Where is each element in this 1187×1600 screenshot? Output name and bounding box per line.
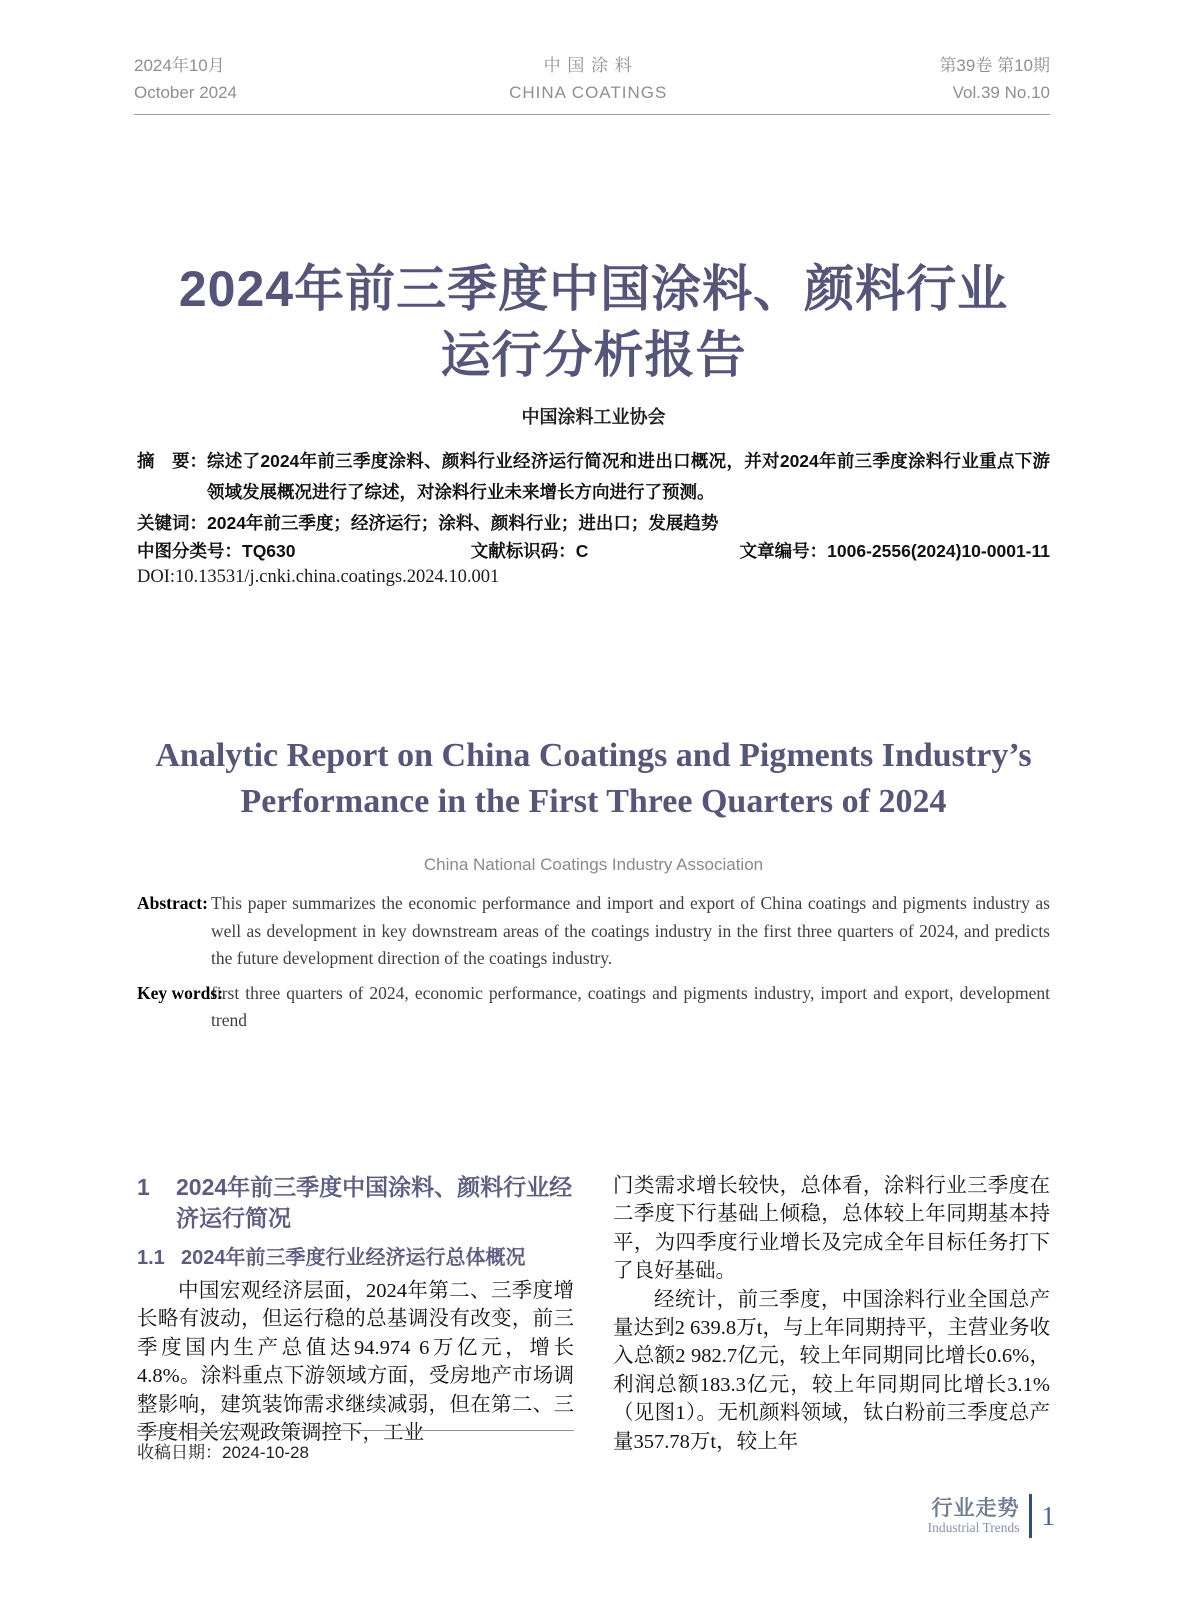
article-title-cn: [0, 256, 1187, 388]
section-heading-1-number: 1: [137, 1174, 150, 1200]
abstract-cn-label: 摘 要：: [137, 451, 207, 471]
article-title-cn-line2: 运行分析报告: [440, 327, 747, 383]
header-issue-date: [134, 52, 237, 106]
clc-value: TQ630: [242, 541, 296, 561]
article-id-value: 1006-2556(2024)10-0001-11: [827, 541, 1050, 561]
header-volume-en: Vol.39 No.10: [952, 83, 1050, 102]
author-cn: 中国涂料工业协会: [521, 407, 666, 427]
header-journal-en: CHINA COATINGS: [509, 83, 668, 102]
footer-section-cn: 行业走势: [931, 1496, 1020, 1520]
section-heading-1-text: 2024年前三季度中国涂料、颜料行业经济运行简况: [176, 1174, 573, 1231]
article-title-cn-line1: 2024年前三季度中国涂料、颜料行业: [178, 261, 1009, 317]
abstract-block-cn: [137, 446, 1050, 539]
header-volume-issue: [939, 52, 1050, 106]
page-number: 1: [1041, 1500, 1055, 1531]
article-title-en-line2: Performance in the First Three Quarters of 2024: [240, 783, 947, 820]
author-en: China National Coatings Industry Association: [423, 855, 764, 874]
abstract-en-label: Abstract:: [137, 893, 208, 913]
abstract-cn: [137, 446, 1050, 508]
article-title-en-line1: Analytic Report on China Coatings and Pigments Industry’s: [155, 737, 1032, 774]
section-heading-1: [137, 1172, 574, 1234]
section-heading-1-1-text: 2024年前三季度行业经济运行总体概况: [181, 1247, 526, 1269]
abstract-en-text: This paper summarizes the economic performance and import and export of China coatings and pigments industry as well as development in key downstream areas of the coatings industry in the first three quarters of 2024, and predicts the future development direction of the coatings industry.: [211, 893, 1050, 968]
header-volume-cn: 第39卷 第10期: [939, 56, 1050, 75]
body-paragraph-left: 中国宏观经济层面，2024年第二、三季度增长略有波动，但运行稳的总基调没有改变，前三季度国内生产总值达94.974 6万亿元，增长4.8%。涂料重点下游领域方面，受房地产市场调整影响，建筑装饰需求继续减弱，但在第二、三季度相关宏观政策调控下，工业: [137, 1280, 574, 1445]
document-code: [471, 536, 740, 566]
keywords-cn-text: 2024年前三季度；经济运行；涂料、颜料行业；进出口；发展趋势: [207, 513, 719, 533]
section-heading-1-1: [137, 1245, 574, 1271]
keywords-cn-label: 关键词：: [137, 513, 207, 533]
journal-header: [134, 52, 1050, 115]
clc-label: 中图分类号：: [137, 541, 242, 561]
doi: DOI:10.13531/j.cnki.china.coatings.2024.10.001: [137, 567, 500, 587]
body-column-right: [613, 1172, 1050, 1456]
header-date-cn: 2024年10月: [134, 56, 225, 75]
body-paragraph-right-1: 门类需求增长较快，总体看，涂料行业三季度在二季度下行基础上倾稳，总体较上年同期基本持平，为四季度行业增长及完成全年目标任务打下了良好基础。: [613, 1175, 1050, 1283]
abstract-en: [137, 890, 1050, 973]
footer-section-label: [928, 1497, 1029, 1536]
header-journal-cn: 中 国 涂 料: [543, 56, 633, 75]
article-id-label: 文章编号：: [739, 541, 828, 561]
page-footer: [928, 1494, 1055, 1538]
keywords-en-text: first three quarters of 2024, economic performance, coatings and pigments industry, import and export, development trend: [211, 982, 1050, 1030]
article-id: [740, 536, 1050, 566]
body-column-left: [137, 1172, 574, 1447]
abstract-block-en: [137, 890, 1050, 1035]
document-code-value: C: [575, 541, 589, 561]
body-paragraph-right-2: 经统计，前三季度，中国涂料行业全国总产量达到2 639.8万t，与上年同期持平，主营业务收入总额2 982.7亿元，较上年同期同比增长0.6%，利润总额183.3亿元，较上年同期同比增长3.1%（见图1）。无机颜料领域，钛白粉前三季度总产量357.78万t，较上年: [613, 1288, 1050, 1453]
keywords-en-label: Key words:: [137, 982, 224, 1003]
received-date-value: 2024-10-28: [222, 1443, 309, 1462]
header-journal-name: [509, 52, 667, 106]
keywords-en: [137, 980, 1050, 1035]
abstract-cn-text: 综述了2024年前三季度涂料、颜料行业经济运行简况和进出口概况，并对2024年前三季度涂料行业重点下游领域发展概况进行了综述，对涂料行业未来增长方向进行了预测。: [207, 451, 1050, 502]
section-heading-1-1-number: 1.1: [137, 1247, 165, 1269]
footer-section-en: Industrial Trends: [927, 1519, 1020, 1535]
header-date-en: October 2024: [134, 83, 238, 102]
received-date-footnote: [137, 1430, 574, 1463]
received-date-label: 收稿日期：: [137, 1443, 222, 1462]
article-title-en: [0, 733, 1187, 825]
keywords-cn: [137, 508, 1050, 539]
document-code-label: 文献标识码：: [470, 541, 576, 561]
